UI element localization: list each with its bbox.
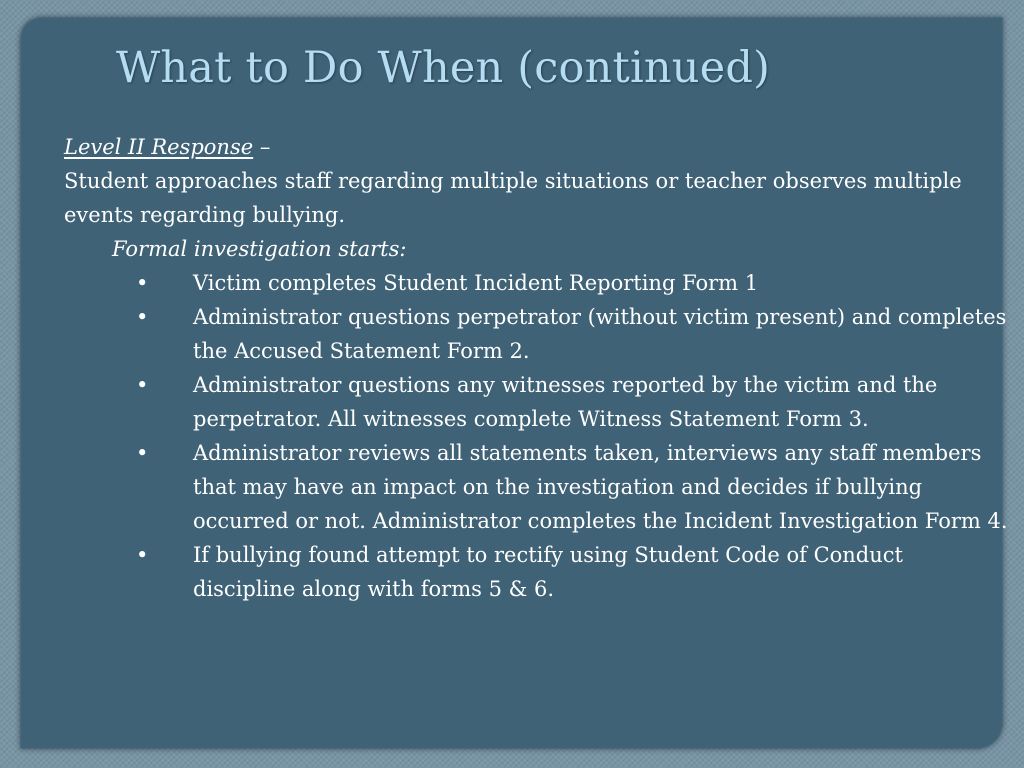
level-dash: –	[253, 135, 271, 159]
bullet-icon: •	[136, 305, 149, 329]
bullet-icon: •	[136, 271, 149, 295]
bullet-icon: •	[136, 373, 149, 397]
step-text: Administrator questions perpetrator (without victim present) and completes the Accused Statement Form 2.	[193, 305, 1007, 363]
formal-investigation-label: Formal investigation starts:	[112, 237, 407, 261]
slide-content	[64, 130, 1009, 606]
bullet-icon: •	[136, 441, 149, 465]
list-item	[64, 266, 1009, 300]
list-item	[64, 538, 1009, 606]
list-item	[64, 300, 1009, 368]
slide-title: What to Do When (continued)	[116, 43, 771, 93]
level-label: Level II Response	[64, 135, 254, 159]
step-text: Administrator questions any witnesses reported by the victim and the perpetrator. All witnesses complete Witness Statement Form 3.	[193, 373, 938, 431]
slide-panel	[20, 17, 1008, 749]
list-item	[64, 368, 1009, 436]
intro-text: Student approaches staff regarding multiple situations or teacher observes multiple events regarding bullying.	[64, 169, 962, 227]
step-text: If bullying found attempt to rectify using Student Code of Conduct discipline along with forms 5 & 6.	[193, 543, 903, 601]
step-text: Victim completes Student Incident Reporting Form 1	[193, 271, 759, 295]
level-heading	[64, 130, 1009, 164]
step-text: Administrator reviews all statements taken, interviews any staff members that may have an impact on the investigation and decides if bullying occurred or not. Administrator completes the Incident Investigation Form 4.	[193, 441, 1008, 533]
steps-list	[64, 266, 1009, 606]
list-item	[64, 436, 1009, 538]
bullet-icon: •	[136, 543, 149, 567]
